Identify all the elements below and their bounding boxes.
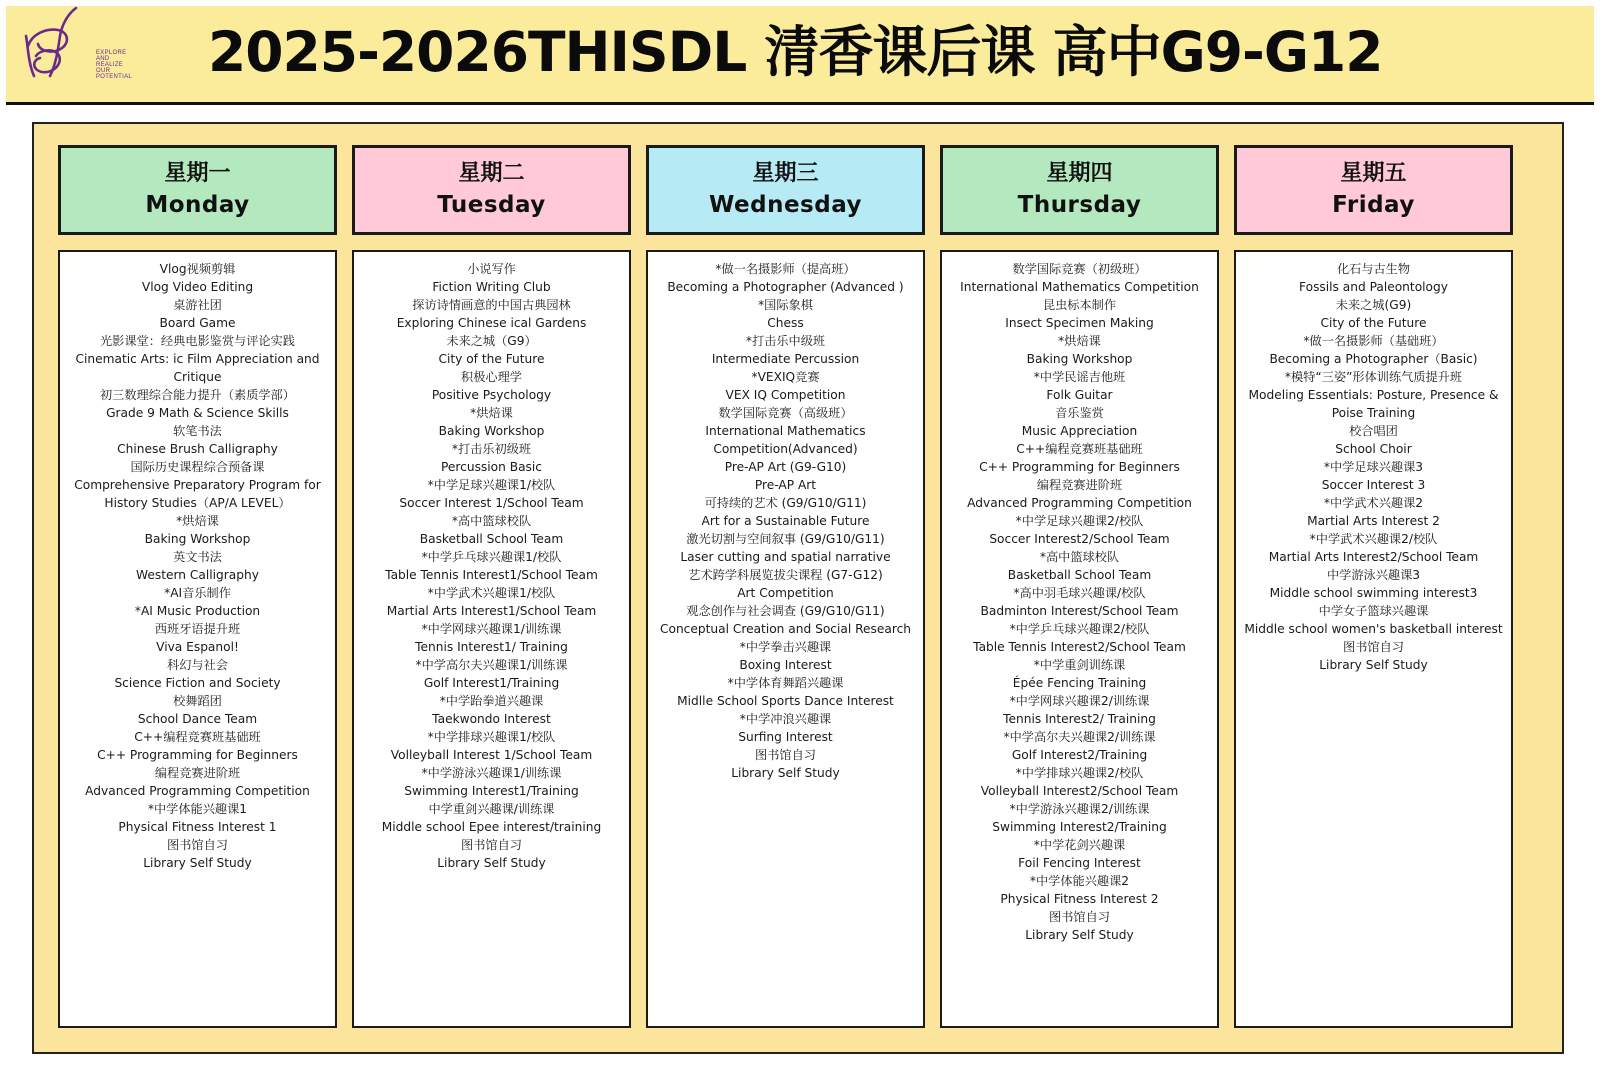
course-item: Soccer Interest 3 xyxy=(1321,478,1426,492)
course-item: 国际历史课程综合预备课 xyxy=(130,460,265,474)
course-item: *打击乐中级班 xyxy=(745,334,826,348)
course-item: 未来之城（G9） xyxy=(446,334,537,348)
course-item: *中学网球兴趣课1/训练课 xyxy=(421,622,562,636)
course-item: 科幻与社会 xyxy=(167,658,228,672)
course-item: *烘焙课 xyxy=(470,406,513,420)
course-item: *AI音乐制作 xyxy=(164,586,231,600)
course-item: 昆虫标本制作 xyxy=(1042,298,1117,312)
course-item: *中学武术兴趣课1/校队 xyxy=(427,586,556,600)
course-item: Midlle School Sports Dance Interest xyxy=(677,694,894,708)
course-item: Vlog视频剪辑 xyxy=(159,262,236,276)
course-item: Conceptual Creation and Social Research xyxy=(659,622,911,636)
course-item: Baking Workshop xyxy=(1026,352,1133,366)
day-name-cn: 星期四 xyxy=(1046,161,1113,186)
course-item: Cinematic Arts: ic Film Appreciation and xyxy=(75,352,320,366)
course-item: Positive Psychology xyxy=(431,388,552,402)
course-item: Pre-AP Art (G9-G10) xyxy=(724,460,847,474)
course-item: 校舞蹈团 xyxy=(173,694,222,708)
day-header-thursday xyxy=(940,145,1219,235)
course-item: Science Fiction and Society xyxy=(114,676,281,690)
course-item: Tennis Interest1/ Training xyxy=(415,640,568,654)
course-item: *中学足球兴趣课1/校队 xyxy=(427,478,556,492)
course-item: Table Tennis Interest2/School Team xyxy=(973,640,1186,654)
course-item: Becoming a Photographer (Advanced ) xyxy=(667,280,904,294)
course-item: Soccer Interest 1/School Team xyxy=(399,496,584,510)
logo-tagline: EXPLORE AND REALIZE OUR POTENTIAL xyxy=(96,50,133,80)
course-item: Chinese Brush Calligraphy xyxy=(117,442,278,456)
header-divider xyxy=(6,102,1594,105)
course-item: 未来之城(G9) xyxy=(1335,298,1412,312)
course-item: Percussion Basic xyxy=(441,460,542,474)
course-item: *中学体能兴趣课1 xyxy=(147,802,248,816)
course-item: *中学排球兴趣课1/校队 xyxy=(427,730,556,744)
course-item: Middle school women's basketball interest xyxy=(1244,622,1503,636)
course-item: *中学体育舞蹈兴趣课 xyxy=(727,676,844,690)
course-item: *高中篮球校队 xyxy=(451,514,532,528)
course-item: *高中羽毛球兴趣课/校队 xyxy=(1013,586,1146,600)
course-item: 中学女子篮球兴趣课 xyxy=(1318,604,1429,618)
course-item: Swimming Interest2/Training xyxy=(992,820,1167,834)
course-item: *中学民谣吉他班 xyxy=(1033,370,1126,384)
day-name-cn: 星期五 xyxy=(1340,161,1407,186)
course-item: Tennis Interest2/ Training xyxy=(1003,712,1156,726)
course-item: Exploring Chinese ical Gardens xyxy=(396,316,587,330)
course-list-monday xyxy=(58,250,337,1028)
course-item: *中学乒乓球兴趣课1/校队 xyxy=(421,550,562,564)
course-item: *中学乒乓球兴趣课2/校队 xyxy=(1009,622,1150,636)
course-item: 光影课堂：经典电影鉴赏与评论实践 xyxy=(100,334,295,348)
course-item: *中学游泳兴趣课2/训练课 xyxy=(1009,802,1150,816)
course-item: *打击乐初级班 xyxy=(451,442,532,456)
course-item: Grade 9 Math & Science Skills xyxy=(106,406,289,420)
course-item: Comprehensive Preparatory Program for xyxy=(74,478,321,492)
day-header-wednesday xyxy=(646,145,925,235)
course-item: 中学游泳兴趣课3 xyxy=(1326,568,1421,582)
course-item: 化石与古生物 xyxy=(1336,262,1411,276)
course-item: Folk Guitar xyxy=(1046,388,1113,402)
course-item: 编程竞赛进阶班 xyxy=(1036,478,1123,492)
course-item: 西班牙语提升班 xyxy=(154,622,241,636)
course-item: Golf Interest1/Training xyxy=(423,676,560,690)
course-item: History Studies（AP/A LEVEL） xyxy=(104,496,291,510)
course-item: *高中篮球校队 xyxy=(1039,550,1120,564)
course-item: 可持续的艺术 (G9/G10/G11) xyxy=(704,496,867,510)
course-list-thursday xyxy=(940,250,1219,1028)
course-item: 数学国际竞赛（高级班） xyxy=(718,406,853,420)
course-item: 初三数理综合能力提升（素质学部） xyxy=(100,388,295,402)
course-item: Advanced Programming Competition xyxy=(85,784,310,798)
course-item: 软笔书法 xyxy=(173,424,222,438)
course-item: C++ Programming for Beginners xyxy=(979,460,1180,474)
course-item: Library Self Study xyxy=(1025,928,1134,942)
course-item: Middle school swimming interest3 xyxy=(1269,586,1478,600)
course-item: Volleyball Interest 1/School Team xyxy=(390,748,593,762)
course-item: Library Self Study xyxy=(731,766,840,780)
course-item: Viva Espanol! xyxy=(156,640,239,654)
course-item: Taekwondo Interest xyxy=(432,712,551,726)
course-item: Art for a Sustainable Future xyxy=(701,514,870,528)
course-item: *中学武术兴趣课2/校队 xyxy=(1309,532,1438,546)
course-item: 激光切割与空间叙事 (G9/G10/G11) xyxy=(686,532,885,546)
course-item: Épée Fencing Training xyxy=(1012,676,1147,690)
course-item: *中学足球兴趣课2/校队 xyxy=(1015,514,1144,528)
course-item: Laser cutting and spatial narrative xyxy=(680,550,891,564)
day-name-en: Tuesday xyxy=(437,192,546,218)
course-item: Pre-AP Art xyxy=(754,478,817,492)
course-item: C++编程竞赛班基础班 xyxy=(1016,442,1143,456)
course-item: *中学网球兴趣课2/训练课 xyxy=(1009,694,1150,708)
course-item: Music Appreciation xyxy=(1021,424,1138,438)
course-item: 数学国际竞赛（初级班） xyxy=(1012,262,1147,276)
course-item: *中学冲浪兴趣课 xyxy=(739,712,832,726)
course-item: Advanced Programming Competition xyxy=(967,496,1192,510)
course-item: Critique xyxy=(173,370,222,384)
course-item: 观念创作与社会调查 (G9/G10/G11) xyxy=(686,604,885,618)
course-item: 探访诗情画意的中国古典园林 xyxy=(412,298,571,312)
course-item: Baking Workshop xyxy=(144,532,251,546)
course-item: Boxing Interest xyxy=(739,658,832,672)
course-item: *模特“三姿”形体训练气质提升班 xyxy=(1284,370,1463,384)
course-item: Golf Interest2/Training xyxy=(1011,748,1148,762)
course-item: Surfing Interest xyxy=(738,730,833,744)
day-name-en: Wednesday xyxy=(708,192,863,218)
course-item: Baking Workshop xyxy=(438,424,545,438)
course-item: Martial Arts Interest 2 xyxy=(1307,514,1440,528)
course-item: 中学重剑兴趣课/训练课 xyxy=(428,802,555,816)
day-name-cn: 星期一 xyxy=(164,161,231,186)
course-item: Physical Fitness Interest 1 xyxy=(118,820,277,834)
course-item: *中学游泳兴趣课1/训练课 xyxy=(421,766,562,780)
course-item: C++ Programming for Beginners xyxy=(97,748,298,762)
course-list-tuesday xyxy=(352,250,631,1028)
page-title: 2025-2026THISDL 清香课后课 高中G9-G12 xyxy=(208,20,1383,84)
course-item: *中学体能兴趣课2 xyxy=(1029,874,1130,888)
course-item: City of the Future xyxy=(438,352,545,366)
course-item: 校合唱团 xyxy=(1349,424,1398,438)
course-item: Soccer Interest2/School Team xyxy=(989,532,1170,546)
course-item: Library Self Study xyxy=(1319,658,1428,672)
course-item: 英文书法 xyxy=(173,550,222,564)
course-item: 桌游社团 xyxy=(173,298,222,312)
course-item: International Mathematics Competition xyxy=(960,280,1199,294)
course-item: Poise Training xyxy=(1331,406,1416,420)
day-name-en: Thursday xyxy=(1017,192,1142,218)
course-item: *AI Music Production xyxy=(134,604,261,618)
course-item: School Dance Team xyxy=(137,712,258,726)
course-item: *中学拳击兴趣课 xyxy=(739,640,832,654)
course-item: *中学武术兴趣课2 xyxy=(1323,496,1424,510)
course-item: Basketball School Team xyxy=(1007,568,1152,582)
course-item: Fiction Writing Club xyxy=(432,280,551,294)
course-item: Library Self Study xyxy=(437,856,546,870)
course-item: *中学高尔夫兴趣课2/训练课 xyxy=(1003,730,1156,744)
course-item: VEX IQ Competition xyxy=(725,388,846,402)
course-item: Martial Arts Interest1/School Team xyxy=(386,604,597,618)
course-item: International Mathematics xyxy=(705,424,866,438)
course-item: 图书馆自习 xyxy=(1343,640,1404,654)
course-item: School Choir xyxy=(1335,442,1412,456)
day-name-en: Friday xyxy=(1332,192,1415,218)
course-item: C++编程竞赛班基础班 xyxy=(134,730,261,744)
day-name-cn: 星期三 xyxy=(752,161,819,186)
course-item: Volleyball Interest2/School Team xyxy=(980,784,1179,798)
course-item: 图书馆自习 xyxy=(1049,910,1110,924)
course-item: 图书馆自习 xyxy=(755,748,816,762)
course-item: *国际象棋 xyxy=(758,298,813,312)
course-list-friday xyxy=(1234,250,1513,1028)
course-item: *中学排球兴趣课2/校队 xyxy=(1015,766,1144,780)
course-item: Foil Fencing Interest xyxy=(1018,856,1141,870)
day-header-tuesday xyxy=(352,145,631,235)
course-item: Badminton Interest/School Team xyxy=(980,604,1179,618)
course-item: City of the Future xyxy=(1320,316,1427,330)
course-item: Chess xyxy=(767,316,804,330)
course-item: Modeling Essentials: Posture, Presence & xyxy=(1248,388,1499,402)
course-item: *中学跆拳道兴趣课 xyxy=(439,694,544,708)
course-item: Physical Fitness Interest 2 xyxy=(1000,892,1159,906)
course-item: Table Tennis Interest1/School Team xyxy=(385,568,598,582)
course-item: *中学重剑训练课 xyxy=(1033,658,1126,672)
course-item: 小说写作 xyxy=(467,262,516,276)
course-list-wednesday xyxy=(646,250,925,1028)
course-item: *中学高尔夫兴趣课1/训练课 xyxy=(415,658,568,672)
course-item: *中学足球兴趣课3 xyxy=(1323,460,1424,474)
course-item: *做一名摄影师（提高班） xyxy=(715,262,856,276)
school-logo xyxy=(18,6,138,90)
logo-emblem-icon xyxy=(18,6,88,90)
course-item: Becoming a Photographer（Basic) xyxy=(1269,352,1478,366)
day-name-cn: 星期二 xyxy=(458,161,525,186)
course-item: Art Competition xyxy=(737,586,834,600)
course-item: Fossils and Paleontology xyxy=(1299,280,1448,294)
course-item: *烘焙课 xyxy=(176,514,219,528)
course-item: *烘焙课 xyxy=(1058,334,1101,348)
course-item: Competition(Advanced) xyxy=(713,442,858,456)
course-item: Swimming Interest1/Training xyxy=(404,784,579,798)
course-item: Library Self Study xyxy=(143,856,252,870)
course-item: Insect Specimen Making xyxy=(1005,316,1154,330)
course-item: Martial Arts Interest2/School Team xyxy=(1268,550,1479,564)
course-item: 图书馆自习 xyxy=(461,838,522,852)
course-item: 图书馆自习 xyxy=(167,838,228,852)
day-name-en: Monday xyxy=(145,192,250,218)
day-header-monday xyxy=(58,145,337,235)
course-item: *VEXIQ竞赛 xyxy=(751,370,820,384)
course-item: Middle school Epee interest/training xyxy=(381,820,602,834)
course-item: 积极心理学 xyxy=(461,370,522,384)
course-item: Board Game xyxy=(159,316,236,330)
course-item: Western Calligraphy xyxy=(136,568,259,582)
course-item: Intermediate Percussion xyxy=(711,352,860,366)
course-item: 音乐鉴赏 xyxy=(1055,406,1104,420)
course-item: 编程竞赛进阶班 xyxy=(154,766,241,780)
day-header-friday xyxy=(1234,145,1513,235)
course-item: *做一名摄影师（基础班） xyxy=(1303,334,1444,348)
course-item: Vlog Video Editing xyxy=(141,280,254,294)
course-item: 艺术跨学科展览拔尖课程 (G7-G12) xyxy=(688,568,883,582)
course-item: Basketball School Team xyxy=(419,532,564,546)
course-item: *中学花剑兴趣课 xyxy=(1033,838,1126,852)
